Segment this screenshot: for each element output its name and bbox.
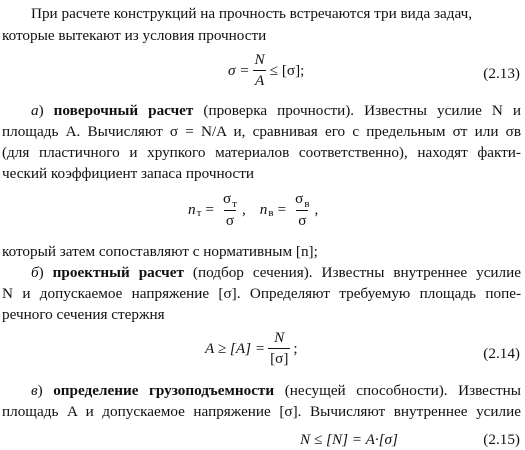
section-b-line-2: N и допускаемое напряжение [σ]. Определяют требуемую площадь попе- — [2, 285, 521, 302]
nt-fraction — [221, 190, 239, 230]
section-a-line-1: а) поверочный расчет (проверка прочности). Известны усилие N и — [31, 102, 521, 119]
eq13-relation: ≤ [σ]; — [269, 61, 305, 79]
section-a-title: поверочный расчет — [53, 102, 194, 119]
eq13-number: (2.13) — [483, 65, 520, 82]
section-a-line-4: ческий коэффициент запаса прочности — [2, 165, 255, 182]
nt-subscript: т — [196, 207, 202, 220]
section-c-line1-rest: (несущей способности). Известны — [284, 382, 521, 399]
section-b-marker: б — [31, 264, 39, 281]
nb-symbol: n — [259, 201, 268, 219]
nb-numerator: $\sigma_в$ — [295, 190, 310, 210]
section-c-title: определение грузоподъемности — [53, 382, 275, 399]
eq15-number: (2.15) — [483, 431, 520, 448]
intro-line-2: которые вытекают из условия прочности — [2, 27, 267, 44]
section-c-marker: в — [31, 382, 38, 399]
eq13-numerator: N — [254, 51, 265, 68]
section-c-line-1: в) определение грузоподъемности (несущей способности). Известны — [31, 382, 521, 399]
safety-factor-formula: n т = $\frac{\sigma_т}{\sigma}$ , n в = $\frac{\sigma_в}{\sigma}$ , — [188, 190, 319, 229]
equation-2-14 — [205, 329, 298, 368]
eq13-fraction — [253, 51, 267, 90]
section-a-line-3: (для пластичного и хрупкого материалов соответственно), находят факти- — [2, 144, 521, 161]
safety-separator: , — [241, 201, 246, 219]
nb-fraction — [293, 190, 311, 230]
section-b-line1-rest: (подбор сечения). Известны внутреннее усилие — [192, 264, 522, 281]
nt-denominator: σ — [225, 212, 235, 229]
section-c-line-2: площадь A и допускаемое напряжение [σ]. Вычисляют внутреннее усилие — [2, 403, 521, 420]
safety-end: , — [314, 201, 319, 219]
section-a-marker: а — [31, 102, 39, 119]
section-b-line-3: речного сечения стержня — [2, 306, 165, 323]
eq14-numerator: N — [274, 329, 285, 346]
eq14-lhs: A ≥ [A] = — [205, 339, 266, 357]
eq14-fraction — [268, 329, 290, 368]
eq13-denominator: A — [254, 72, 265, 89]
eq14-denominator: [σ] — [270, 350, 289, 367]
nb-subscript: в — [268, 207, 274, 220]
nt-numerator: $\sigma_т$ — [222, 190, 237, 210]
section-a-line-2: площадь A. Вычисляют σ = N/A и, сравнивая его с предельным σт или σв — [2, 123, 521, 140]
nb-denominator: σ — [298, 212, 307, 229]
section-b-title: проектный расчет — [52, 264, 184, 281]
eq14-number: (2.14) — [483, 345, 520, 362]
eq14-end: ; — [293, 339, 298, 357]
eq13-lhs: σ = — [228, 61, 250, 79]
section-a-line1-rest: (проверка прочности). Известны усилие N и — [203, 102, 521, 119]
eq15-text: N ≤ [N] = A·[σ] — [300, 431, 398, 448]
nt-symbol: n — [188, 201, 196, 219]
equation-2-13 — [228, 51, 304, 90]
section-b-line-1: б) проектный расчет (подбор сечения). Известны внутреннее усилие — [31, 264, 522, 281]
after-safety-line: который затем сопоставляют с нормативным [n]; — [2, 243, 318, 260]
intro-line-1: При расчете конструкций на прочность встречаются три вида задач, — [31, 5, 473, 22]
